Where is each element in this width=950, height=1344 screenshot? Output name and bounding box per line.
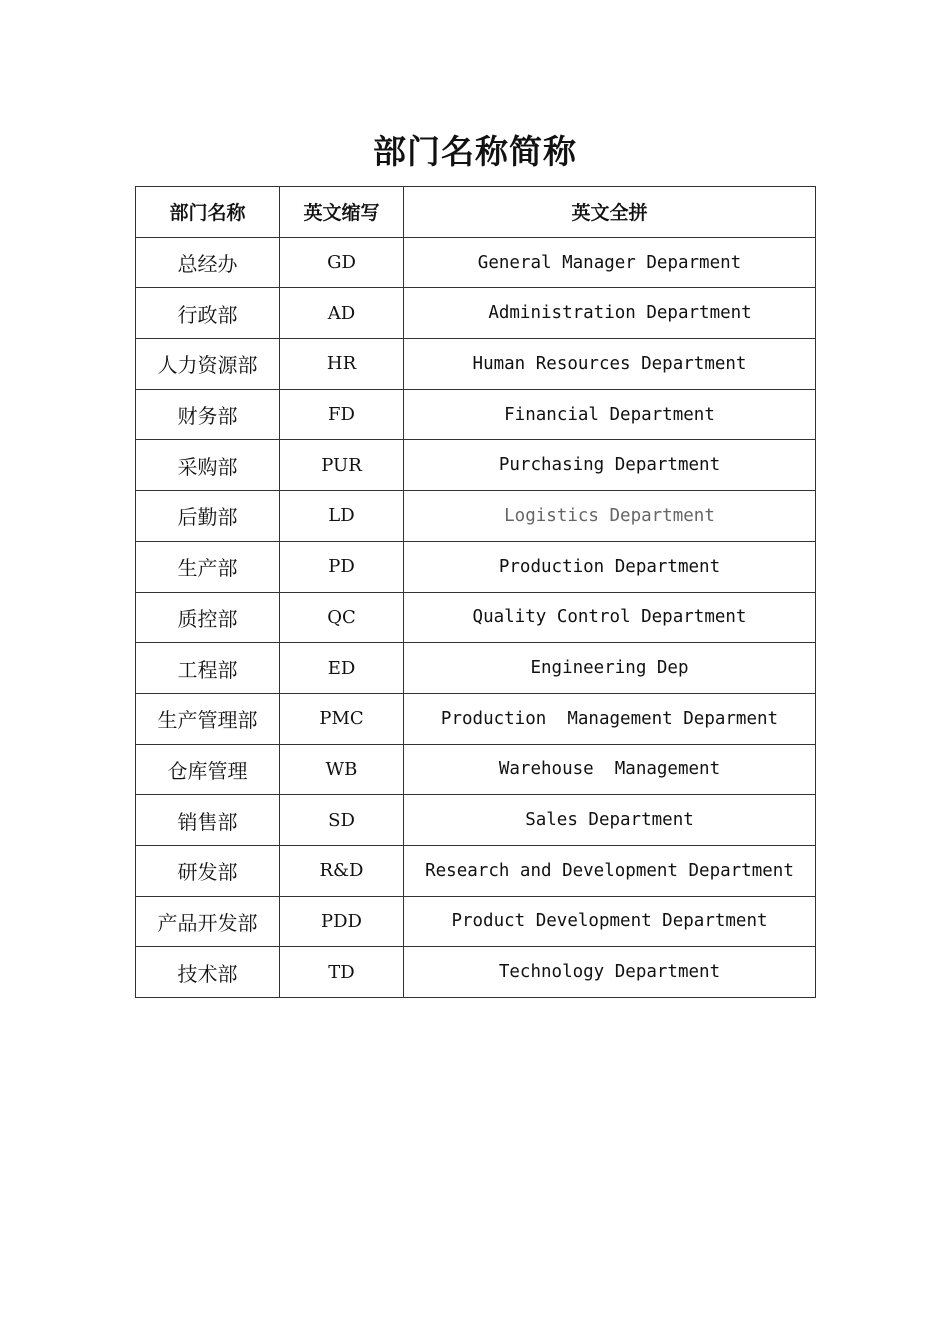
full-name-cell: Purchasing Department [404,440,816,491]
table-row [136,643,816,694]
abbreviation-cell: LD [280,491,404,542]
table-row [136,491,816,542]
department-name-cell: 后勤部 [136,491,280,542]
abbreviation-cell: PUR [280,440,404,491]
abbreviation-cell: QC [280,592,404,643]
abbreviation-cell: ED [280,643,404,694]
page-title: 部门名称简称 [373,132,577,171]
table-row [136,339,816,390]
department-name-cell: 生产部 [136,541,280,592]
abbreviation-cell: R&D [280,845,404,896]
full-name-cell: Financial Department [404,389,816,440]
header-department-name: 部门名称 [136,187,280,238]
department-name-cell: 采购部 [136,440,280,491]
table-row [136,440,816,491]
department-name-cell: 生产管理部 [136,693,280,744]
department-name-cell: 财务部 [136,389,280,440]
abbreviation-cell: FD [280,389,404,440]
full-name-cell: Warehouse Management [404,744,816,795]
abbreviation-cell: HR [280,339,404,390]
full-name-cell: Production Department [404,541,816,592]
department-name-cell: 销售部 [136,795,280,846]
header-english-abbreviation: 英文缩写 [280,187,404,238]
department-name-cell: 总经办 [136,237,280,288]
department-name-cell: 行政部 [136,288,280,339]
table-row [136,795,816,846]
abbreviation-cell: SD [280,795,404,846]
table-row [136,845,816,896]
abbreviation-cell: PDD [280,896,404,947]
full-name-cell: Research and Development Department [404,845,816,896]
department-name-cell: 人力资源部 [136,339,280,390]
table-row [136,592,816,643]
abbreviation-cell: PMC [280,693,404,744]
full-name-cell: Human Resources Department [404,339,816,390]
full-name-cell: General Manager Deparment [404,237,816,288]
table-row [136,896,816,947]
table-row [136,744,816,795]
full-name-cell: Technology Department [404,947,816,998]
abbreviation-cell: PD [280,541,404,592]
table-header-row [136,187,816,238]
full-name-cell: Engineering Dep [404,643,816,694]
table-row [136,389,816,440]
full-name-cell: Logistics Department [404,491,816,542]
department-name-cell: 研发部 [136,845,280,896]
full-name-cell: Product Development Department [404,896,816,947]
full-name-cell: Production Management Deparment [404,693,816,744]
department-name-cell: 工程部 [136,643,280,694]
department-abbreviation-table [135,186,816,998]
table-row [136,947,816,998]
department-name-cell: 技术部 [136,947,280,998]
abbreviation-cell: GD [280,237,404,288]
abbreviation-cell: TD [280,947,404,998]
full-name-cell: Sales Department [404,795,816,846]
department-name-cell: 产品开发部 [136,896,280,947]
header-english-full-name: 英文全拼 [404,187,816,238]
table-row [136,541,816,592]
table-row [136,693,816,744]
full-name-cell: Administration Department [404,288,816,339]
table-row [136,288,816,339]
abbreviation-cell: AD [280,288,404,339]
abbreviation-cell: WB [280,744,404,795]
table-row [136,237,816,288]
department-name-cell: 仓库管理 [136,744,280,795]
full-name-cell: Quality Control Department [404,592,816,643]
department-name-cell: 质控部 [136,592,280,643]
